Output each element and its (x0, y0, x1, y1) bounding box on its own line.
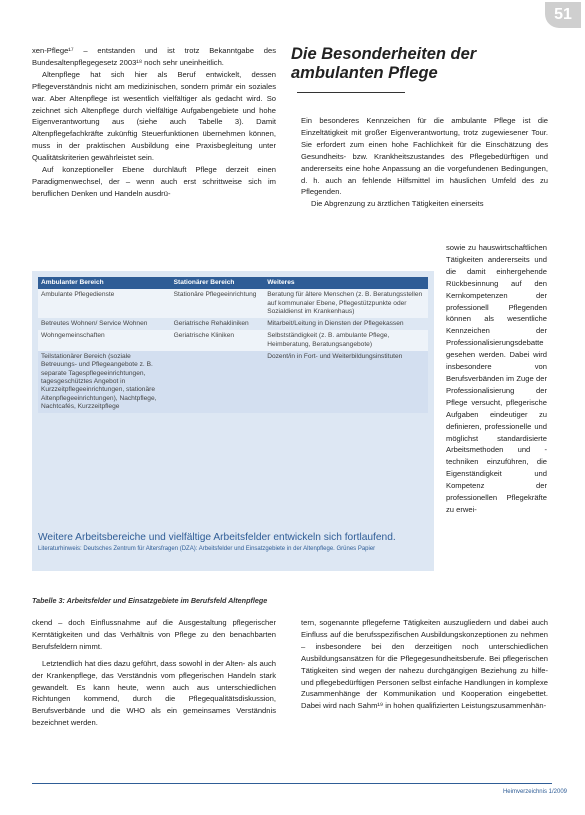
paragraph: xen-Pflege¹⁷ – entstanden und ist trotz Bekanntgabe des Bundesaltenpflegegesetz 2003¹⁸ noch sehr uneinheitlich. (32, 46, 276, 67)
work-areas-table (38, 277, 428, 413)
table-cell: Teilstationärer Bereich (soziale Betreuungs- und Pflegeangebote z. B. separate Tagespflegeeinrichtungen, tagesgeschütztes Angebot in Kurzzeitpflegeeinrichtungen, stationäre Altenpflegeeinrichtungen), Nachtpflege, Nachtcafés, Kurzzeitpflege (38, 351, 171, 413)
table-row (38, 318, 428, 330)
right-column-top (301, 115, 548, 210)
table-header-row (38, 277, 428, 289)
heading-text: Die Besonderheiten der ambulanten Pflege (291, 45, 477, 82)
footer-rule (32, 783, 552, 784)
table-row (38, 351, 428, 413)
paragraph: tern, sogenannte pflegeferne Tätigkeiten auszugliedern und dabei auch Einfluss auf die berufsspezifischen Ausbildungskonzeptionen zu nehmen – insbesondere bei den derzeitigen noch unterschiedlichen Ausbildungsansätzen für die Pflegegesundheitsberufe. Bei pflegerischen Tätigkeiten sind wegen der nahezu durchgängigen Beziehung zu hilfe- und pflegebedürftigen Personen selbst einfache Handlungen in komplexe Zusammenhänge der Kommunikation und Kooperation eingebettet. Dabei wird nach Sahm¹⁹ in hohen qualifizierten Leistungszusammenhän- (301, 618, 548, 711)
figure-table-3 (32, 271, 434, 571)
table-cell: Ambulante Pflegedienste (38, 289, 171, 318)
footer-text: Heimverzeichnis 1/2009 (502, 789, 567, 795)
section-heading (291, 45, 549, 102)
figure-source: Literaturhinweis: Deutsches Zentrum für Altersfragen (DZA): Arbeitsfelder und Einsatzgebiete in der Altenpflege. Grünes Papier (38, 546, 376, 552)
heading-rule (297, 92, 405, 93)
table-cell: Geriatrische Kliniken (171, 330, 265, 351)
table-cell: Wohngemeinschaften (38, 330, 171, 351)
left-column-top (32, 45, 276, 200)
paragraph: Die Abgrenzung zu ärztlichen Tätigkeiten einerseits (311, 199, 484, 209)
paragraph: sowie zu hauswirtschaftlichen Tätigkeiten andererseits und die damit einhergehende Rückbesinnung auf den Kernkompetenzen der professionell Pflegenden können als wesentliche Kennzeichen der Professionalisierungsdebatte gesehen werden. Dabei wird insbesondere von Berufsverbänden im Zuge der Professionalisierung der Pflege versucht, pflegerische Aufgaben eindeutiger zu definieren, professionelle und möglichst standardisierte Arbeitsmethoden und -techniken einzuführen, die Eigenständigkeit und Kompetenz der professionellen Pflegekräfte zu erwei- (446, 243, 547, 514)
column-header: Stationärer Bereich (171, 277, 265, 289)
table-caption: Tabelle 3: Arbeitsfelder und Einsatzgebiete im Berufsfeld Altenpflege (32, 596, 268, 605)
paragraph: Auf konzeptioneller Ebene durchläuft Pflege derzeit einen Paradigmenwechsel, der – wenn auch erst schrittweise sich im beruflichen Denken und Handeln ausdrü- (32, 165, 276, 198)
table-cell: Geriatrische Rehakliniken (171, 318, 265, 330)
paragraph: Altenpflege hat sich hier als Beruf entwickelt, dessen Pflegeverständnis nicht am medizinischen, sondern primär ein soziales war. Aber Altenpflege ist wesentlich vielfältiger als gedacht wird. So zeichnet sich Altenpflege durch vielfältige Aufgabengebiete und hohe Eigenverantwortung aus (siehe auch Tabelle 3). Damit Altenpflegefachkräfte zukünftig Steuerfunktionen übernehmen können, muss in der praktischen Ausbildung eine Praxisbegleitung unter Qualitätskriterien gewährleistet sein. (32, 69, 276, 163)
left-column-bottom (32, 617, 276, 729)
table-cell (171, 351, 265, 413)
table-row (38, 289, 428, 318)
figure-headline: Weitere Arbeitsbereiche und vielfältige Arbeitsfelder entwickeln sich fortlaufend. (38, 532, 396, 543)
paragraph: Letztendlich hat dies dazu geführt, dass sowohl in der Alten- als auch der Krankenpflege, das Verständnis vom pflegerischen Handeln stark gewandelt. Es kann heute, wenn auch aus unterschiedlichen Richtungen kommend, durch die Pflegequalitätsdiskussion, Berufsverbände und die WHO als ein gemeinsames Verständnis bezeichnet werden. (32, 658, 276, 728)
table-cell: Mitarbeit/Leitung in Diensten der Pflegekassen (264, 318, 428, 330)
right-column-narrow (446, 242, 547, 516)
table-cell: Stationäre Pflegeeinrichtung (171, 289, 265, 318)
right-column-bottom (301, 617, 548, 712)
paragraph: ckend – doch Einflussnahme auf die Ausgestaltung pflegerischer Kerntätigkeiten und das Verhältnis von Pflege zu den benachbarten Berufsfeldern nimmt. (32, 618, 276, 651)
paragraph: Ein besonderes Kennzeichen für die ambulante Pflege ist die Einzeltätigkeit mit großer Eigenverantwortung, trotz zugewiesener Tour. Sie erfordert zum einen hohe Fachlichkeit für die Einschätzung des Gesundheits- bzw. Krankheitszustandes des Pflegebedürftigen und andererseits eine hohe Anpassung an die vorgefundenen Bedingungen, d. h. auch an fehlende Hilfsmittel im häuslichen Umfeld des zu Pflegenden. (301, 116, 548, 197)
table-cell: Dozent/in in Fort- und Weiterbildungsinstituten (264, 351, 428, 413)
table-row (38, 330, 428, 351)
table-cell: Beratung für ältere Menschen (z. B. Beratungsstellen auf kommunaler Ebene, Pflegestützpunkte oder Sozialdienst im Krankenhaus) (264, 289, 428, 318)
column-header: Ambulanter Bereich (38, 277, 171, 289)
table-cell: Selbstständigkeit (z. B. ambulante Pflege, Heimberatung, Beratungsangebote) (264, 330, 428, 351)
page-number: 51 (545, 2, 581, 28)
table-cell: Betreutes Wohnen/ Service Wohnen (38, 318, 171, 330)
column-header: Weiteres (264, 277, 428, 289)
